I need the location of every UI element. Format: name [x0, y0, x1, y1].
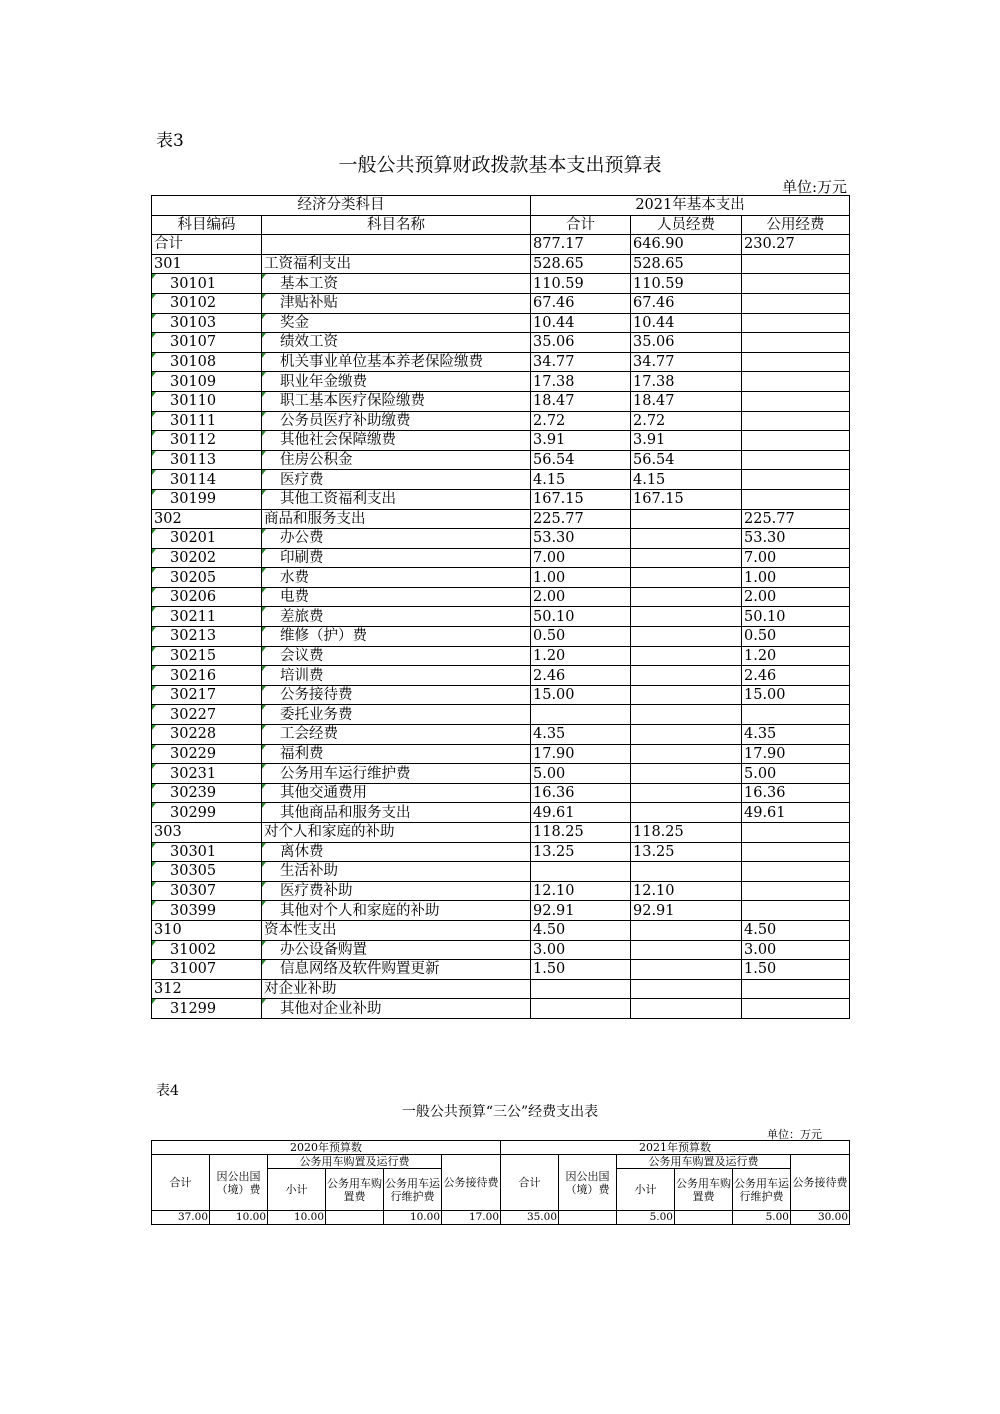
cell-name: 会议费	[262, 646, 531, 666]
cell-code: 312	[152, 979, 262, 999]
table-row	[152, 823, 850, 843]
cell-name: 离休费	[262, 842, 531, 862]
cell-total: 50.10	[531, 607, 631, 627]
cell-total: 12.10	[531, 881, 631, 901]
cell-total: 1.20	[531, 646, 631, 666]
vehicle-group-header-2020: 公务用车购置及运行费	[268, 1155, 442, 1169]
cell-code: 30299	[152, 803, 262, 823]
cell-public	[742, 352, 850, 372]
cell-personnel	[631, 920, 742, 940]
cell-personnel	[631, 568, 742, 588]
cell-public: 15.00	[742, 685, 850, 705]
cell-code: 310	[152, 920, 262, 940]
table-row	[152, 509, 850, 529]
cell-personnel: 67.46	[631, 293, 742, 313]
cell-personnel	[631, 940, 742, 960]
cell-public: 53.30	[742, 529, 850, 549]
cell-public	[742, 862, 850, 882]
reception-header-2021: 公务接待费	[791, 1155, 850, 1211]
table3-title: 一般公共预算财政拨款基本支出预算表	[338, 154, 662, 176]
cell-public	[742, 391, 850, 411]
purchase-value-2020	[326, 1211, 384, 1225]
cell-public	[742, 254, 850, 274]
purchase-header-2020: 公务用车购置费	[326, 1169, 384, 1211]
cell-name: 电费	[262, 587, 531, 607]
table3-body	[152, 235, 850, 1019]
cell-public	[742, 823, 850, 843]
cell-code: 303	[152, 823, 262, 843]
cell-name: 水费	[262, 568, 531, 588]
table4-title: 一般公共预算“三公”经费支出表	[401, 1104, 599, 1120]
cell-public	[742, 293, 850, 313]
cell-total: 3.00	[531, 940, 631, 960]
cell-personnel: 528.65	[631, 254, 742, 274]
cell-public: 7.00	[742, 548, 850, 568]
abroad-header-2020: 因公出国（境）费	[210, 1155, 268, 1211]
cell-name: 其他交通费用	[262, 783, 531, 803]
year-group-header: 2021年基本支出	[531, 196, 850, 216]
cell-name: 机关事业单位基本养老保险缴费	[262, 352, 531, 372]
cell-code: 30399	[152, 901, 262, 921]
cell-personnel	[631, 529, 742, 549]
cell-code: 30239	[152, 783, 262, 803]
table-row	[152, 235, 850, 255]
cell-name: 绩效工资	[262, 333, 531, 353]
cell-code: 31299	[152, 999, 262, 1019]
cell-total: 16.36	[531, 783, 631, 803]
cell-name: 奖金	[262, 313, 531, 333]
cell-name: 差旅费	[262, 607, 531, 627]
cell-total: 67.46	[531, 293, 631, 313]
cell-name: 津贴补贴	[262, 293, 531, 313]
cell-personnel	[631, 509, 742, 529]
cell-name: 资本性支出	[262, 920, 531, 940]
cell-code: 30108	[152, 352, 262, 372]
cell-code: 30103	[152, 313, 262, 333]
cell-personnel: 92.91	[631, 901, 742, 921]
total-value-2020: 37.00	[152, 1211, 210, 1225]
cell-total: 5.00	[531, 764, 631, 784]
cell-code: 31007	[152, 960, 262, 980]
cell-name: 其他对企业补助	[262, 999, 531, 1019]
table-row	[152, 391, 850, 411]
cell-code: 30113	[152, 450, 262, 470]
cell-total: 34.77	[531, 352, 631, 372]
cell-public	[742, 901, 850, 921]
cell-name: 对企业补助	[262, 979, 531, 999]
table-row	[152, 803, 850, 823]
cell-personnel: 18.47	[631, 391, 742, 411]
cell-total: 17.38	[531, 372, 631, 392]
cell-code: 30217	[152, 685, 262, 705]
cell-total: 877.17	[531, 235, 631, 255]
cell-public: 5.00	[742, 764, 850, 784]
cell-public: 230.27	[742, 235, 850, 255]
cell-code: 30227	[152, 705, 262, 725]
table-row	[152, 725, 850, 745]
reception-header-2020: 公务接待费	[442, 1155, 501, 1211]
cell-public: 16.36	[742, 783, 850, 803]
table-row	[152, 862, 850, 882]
cell-personnel	[631, 627, 742, 647]
cell-personnel: 34.77	[631, 352, 742, 372]
cell-personnel	[631, 979, 742, 999]
cell-name: 商品和服务支出	[262, 509, 531, 529]
cell-name: 医疗费	[262, 470, 531, 490]
cell-personnel: 4.15	[631, 470, 742, 490]
reception-value-2021: 30.00	[791, 1211, 850, 1225]
cell-name: 其他工资福利支出	[262, 489, 531, 509]
table3-label: 表3	[156, 131, 184, 151]
basic-expenditure-table	[151, 195, 850, 1019]
table-row	[152, 999, 850, 1019]
three-public-expenses-table	[151, 1140, 850, 1225]
cell-name: 对个人和家庭的补助	[262, 823, 531, 843]
cell-public: 1.20	[742, 646, 850, 666]
cell-public: 1.50	[742, 960, 850, 980]
cell-total: 528.65	[531, 254, 631, 274]
table-row	[152, 254, 850, 274]
subtotal-header-2021: 小计	[617, 1169, 675, 1211]
cell-total: 18.47	[531, 391, 631, 411]
operation-value-2021: 5.00	[733, 1211, 791, 1225]
cell-code: 合计	[152, 235, 262, 255]
cell-total: 1.00	[531, 568, 631, 588]
cell-total: 35.06	[531, 333, 631, 353]
cell-code: 30102	[152, 293, 262, 313]
table-row	[152, 783, 850, 803]
cell-personnel: 56.54	[631, 450, 742, 470]
cell-public: 225.77	[742, 509, 850, 529]
table4-values-row	[152, 1211, 850, 1225]
cell-total: 15.00	[531, 685, 631, 705]
total-header: 合计	[531, 215, 631, 235]
cell-name: 职工基本医疗保险缴费	[262, 391, 531, 411]
cell-personnel: 17.38	[631, 372, 742, 392]
cell-name: 印刷费	[262, 548, 531, 568]
cell-code: 30110	[152, 391, 262, 411]
cell-name: 公务用车运行维护费	[262, 764, 531, 784]
cell-total: 10.44	[531, 313, 631, 333]
cell-name: 工资福利支出	[262, 254, 531, 274]
table-row	[152, 352, 850, 372]
table-row	[152, 979, 850, 999]
year-2021-header: 2021年预算数	[501, 1141, 850, 1155]
table3-header-row-2	[152, 215, 850, 235]
cell-total: 118.25	[531, 823, 631, 843]
code-header: 科目编码	[152, 215, 262, 235]
table-row	[152, 470, 850, 490]
cell-public	[742, 372, 850, 392]
cell-personnel: 646.90	[631, 235, 742, 255]
cell-code: 30205	[152, 568, 262, 588]
cell-personnel: 35.06	[631, 333, 742, 353]
total-header-2021: 合计	[501, 1155, 559, 1211]
cell-public: 0.50	[742, 627, 850, 647]
cell-public	[742, 705, 850, 725]
cell-code: 30216	[152, 666, 262, 686]
cell-total: 56.54	[531, 450, 631, 470]
cell-public	[742, 489, 850, 509]
cell-code: 30215	[152, 646, 262, 666]
cell-name	[262, 235, 531, 255]
cell-public: 1.00	[742, 568, 850, 588]
cell-total: 4.15	[531, 470, 631, 490]
subtotal-value-2021: 5.00	[617, 1211, 675, 1225]
cell-total: 7.00	[531, 548, 631, 568]
personnel-header: 人员经费	[631, 215, 742, 235]
cell-public	[742, 999, 850, 1019]
cell-personnel	[631, 725, 742, 745]
cell-public	[742, 881, 850, 901]
cell-personnel: 167.15	[631, 489, 742, 509]
total-header-2020: 合计	[152, 1155, 210, 1211]
cell-code: 30211	[152, 607, 262, 627]
cell-name: 职业年金缴费	[262, 372, 531, 392]
reception-value-2020: 17.00	[442, 1211, 501, 1225]
cell-name: 其他对个人和家庭的补助	[262, 901, 531, 921]
table-row	[152, 764, 850, 784]
cell-code: 30111	[152, 411, 262, 431]
cell-personnel	[631, 607, 742, 627]
cell-personnel	[631, 666, 742, 686]
cell-public	[742, 470, 850, 490]
cell-code: 30307	[152, 881, 262, 901]
table-row	[152, 744, 850, 764]
cell-personnel	[631, 744, 742, 764]
cell-public: 50.10	[742, 607, 850, 627]
cell-total: 0.50	[531, 627, 631, 647]
cell-name: 其他社会保障缴费	[262, 431, 531, 451]
abroad-header-2021: 因公出国（境）费	[559, 1155, 617, 1211]
cell-personnel	[631, 783, 742, 803]
cell-public	[742, 313, 850, 333]
cell-code: 30201	[152, 529, 262, 549]
cell-name: 工会经费	[262, 725, 531, 745]
table-row	[152, 529, 850, 549]
operation-header-2020: 公务用车运行维护费	[384, 1169, 442, 1211]
cell-name: 福利费	[262, 744, 531, 764]
cell-public	[742, 333, 850, 353]
cell-public: 4.50	[742, 920, 850, 940]
cell-public: 17.90	[742, 744, 850, 764]
table-row	[152, 431, 850, 451]
cell-name: 基本工资	[262, 274, 531, 294]
cell-total: 4.50	[531, 920, 631, 940]
cell-name: 公务接待费	[262, 685, 531, 705]
table4-label: 表4	[156, 1083, 179, 1099]
cell-code: 301	[152, 254, 262, 274]
cell-code: 30202	[152, 548, 262, 568]
table-row	[152, 666, 850, 686]
cell-code: 30206	[152, 587, 262, 607]
cell-code: 30114	[152, 470, 262, 490]
purchase-value-2021	[675, 1211, 733, 1225]
cell-personnel	[631, 548, 742, 568]
cell-public	[742, 842, 850, 862]
operation-value-2020: 10.00	[384, 1211, 442, 1225]
table-row	[152, 960, 850, 980]
cell-code: 30199	[152, 489, 262, 509]
cell-total: 13.25	[531, 842, 631, 862]
operation-header-2021: 公务用车运行维护费	[733, 1169, 791, 1211]
name-header: 科目名称	[262, 215, 531, 235]
cell-personnel	[631, 587, 742, 607]
cell-total: 53.30	[531, 529, 631, 549]
cell-public	[742, 450, 850, 470]
table4-year-row	[152, 1141, 850, 1155]
cell-total: 92.91	[531, 901, 631, 921]
cell-total: 2.00	[531, 587, 631, 607]
cell-personnel	[631, 803, 742, 823]
purchase-header-2021: 公务用车购置费	[675, 1169, 733, 1211]
cell-personnel	[631, 685, 742, 705]
cell-code: 30112	[152, 431, 262, 451]
public-header: 公用经费	[742, 215, 850, 235]
cell-public	[742, 274, 850, 294]
cell-total	[531, 979, 631, 999]
cell-personnel: 12.10	[631, 881, 742, 901]
table-row	[152, 901, 850, 921]
cell-code: 30301	[152, 842, 262, 862]
cell-personnel	[631, 705, 742, 725]
cell-public: 2.46	[742, 666, 850, 686]
table4-subgroup-row	[152, 1155, 850, 1169]
table-row	[152, 881, 850, 901]
table-row	[152, 627, 850, 647]
cell-total: 2.72	[531, 411, 631, 431]
cell-code: 30228	[152, 725, 262, 745]
vehicle-group-header-2021: 公务用车购置及运行费	[617, 1155, 791, 1169]
cell-public	[742, 411, 850, 431]
table3-unit: 单位:万元	[781, 178, 847, 196]
table-row	[152, 587, 850, 607]
table-row	[152, 842, 850, 862]
cell-personnel: 118.25	[631, 823, 742, 843]
cell-personnel	[631, 999, 742, 1019]
table-row	[152, 920, 850, 940]
cell-total: 4.35	[531, 725, 631, 745]
cell-public	[742, 979, 850, 999]
cell-code: 30213	[152, 627, 262, 647]
cell-total: 3.91	[531, 431, 631, 451]
cell-total: 49.61	[531, 803, 631, 823]
cell-public: 4.35	[742, 725, 850, 745]
cell-code: 30305	[152, 862, 262, 882]
table-row	[152, 450, 850, 470]
table-row	[152, 568, 850, 588]
cell-personnel	[631, 862, 742, 882]
table-row	[152, 411, 850, 431]
table-row	[152, 607, 850, 627]
cell-total: 225.77	[531, 509, 631, 529]
cell-name: 办公费	[262, 529, 531, 549]
cell-name: 公务员医疗补助缴费	[262, 411, 531, 431]
cell-personnel: 13.25	[631, 842, 742, 862]
cell-public	[742, 431, 850, 451]
subtotal-value-2020: 10.00	[268, 1211, 326, 1225]
cell-code: 30101	[152, 274, 262, 294]
table-row	[152, 372, 850, 392]
cell-total	[531, 999, 631, 1019]
cell-name: 医疗费补助	[262, 881, 531, 901]
cell-personnel	[631, 646, 742, 666]
total-value-2021: 35.00	[501, 1211, 559, 1225]
cell-name: 办公设备购置	[262, 940, 531, 960]
cell-name: 生活补助	[262, 862, 531, 882]
cell-code: 30109	[152, 372, 262, 392]
cell-total: 17.90	[531, 744, 631, 764]
cell-total: 1.50	[531, 960, 631, 980]
cell-name: 维修（护）费	[262, 627, 531, 647]
table4-unit: 单位：万元	[767, 1128, 822, 1141]
cell-personnel: 10.44	[631, 313, 742, 333]
table-row	[152, 548, 850, 568]
table-row	[152, 333, 850, 353]
table-row	[152, 313, 850, 333]
cell-name: 住房公积金	[262, 450, 531, 470]
cell-personnel	[631, 960, 742, 980]
cell-total	[531, 862, 631, 882]
cell-public: 2.00	[742, 587, 850, 607]
cell-total: 110.59	[531, 274, 631, 294]
cell-code: 30107	[152, 333, 262, 353]
table-row	[152, 274, 850, 294]
cell-public: 49.61	[742, 803, 850, 823]
cell-personnel	[631, 764, 742, 784]
abroad-value-2020: 10.00	[210, 1211, 268, 1225]
year-2020-header: 2020年预算数	[152, 1141, 501, 1155]
table-row	[152, 293, 850, 313]
econ-class-header: 经济分类科目	[152, 196, 531, 216]
abroad-value-2021	[559, 1211, 617, 1225]
table3-header-row-1	[152, 196, 850, 216]
cell-code: 30229	[152, 744, 262, 764]
cell-total: 167.15	[531, 489, 631, 509]
cell-personnel: 110.59	[631, 274, 742, 294]
cell-code: 302	[152, 509, 262, 529]
cell-total	[531, 705, 631, 725]
cell-code: 30231	[152, 764, 262, 784]
cell-name: 其他商品和服务支出	[262, 803, 531, 823]
cell-name: 培训费	[262, 666, 531, 686]
cell-name: 委托业务费	[262, 705, 531, 725]
subtotal-header-2020: 小计	[268, 1169, 326, 1211]
table-row	[152, 646, 850, 666]
table-row	[152, 940, 850, 960]
cell-name: 信息网络及软件购置更新	[262, 960, 531, 980]
cell-personnel: 2.72	[631, 411, 742, 431]
table-row	[152, 705, 850, 725]
table-row	[152, 489, 850, 509]
cell-personnel: 3.91	[631, 431, 742, 451]
cell-code: 31002	[152, 940, 262, 960]
table-row	[152, 685, 850, 705]
cell-total: 2.46	[531, 666, 631, 686]
cell-public: 3.00	[742, 940, 850, 960]
